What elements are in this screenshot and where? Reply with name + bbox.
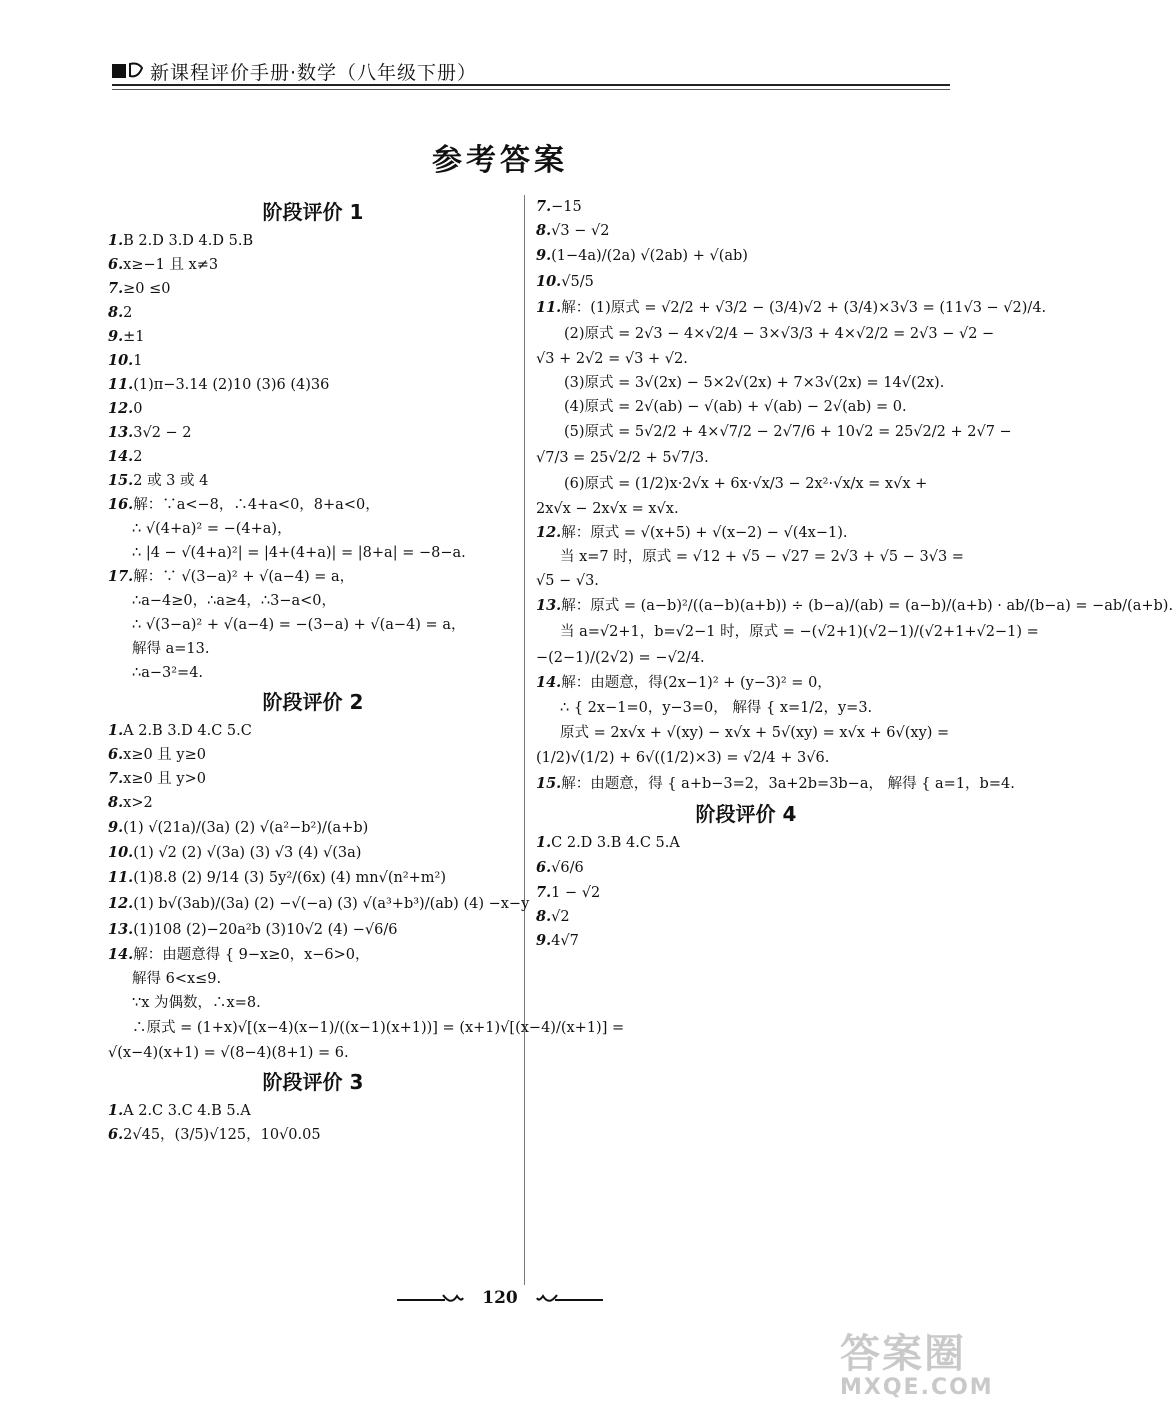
- question-number: 13.: [536, 597, 562, 614]
- answer-line: [536, 671, 956, 695]
- answer-line: [108, 373, 518, 397]
- right-column: [536, 195, 1173, 953]
- answer-line: [108, 277, 518, 301]
- answer-text: 解：(1)原式 = √2/2 + √3/2 − (3/4)√2 + (3/4)×3√3 = (11√3 − √2)/4.: [561, 300, 1047, 316]
- answer-line: [108, 661, 518, 685]
- answer-text: 解得 6<x≤9.: [132, 971, 222, 987]
- question-number: 10.: [536, 273, 562, 290]
- answer-text: 1 − √2: [551, 885, 601, 901]
- answer-line: [536, 645, 956, 671]
- answer-line: [536, 881, 956, 905]
- question-number: 11.: [108, 376, 134, 393]
- answer-line: [108, 349, 518, 373]
- answer-text: √6/6: [551, 860, 584, 876]
- answer-text: 解：原式 = (a−b)²/((a−b)(a+b)) ÷ (b−a)/(ab) = (a−b)/(a+b) · ab/(b−a) = −ab/(a+b).: [561, 598, 1173, 614]
- answer-line: [108, 1123, 518, 1147]
- column-divider: [524, 195, 525, 1285]
- answer-line: [536, 269, 956, 295]
- answer-line: [536, 347, 956, 371]
- question-number: 6.: [108, 256, 124, 273]
- answer-line: [108, 891, 530, 917]
- question-number: 7.: [108, 280, 124, 297]
- answer-text: (1) √2 (2) √(3a) (3) √3 (4) √(3a): [133, 845, 362, 861]
- section-heading: 阶段评价 1: [262, 200, 364, 224]
- answer-line: [536, 771, 1015, 797]
- answer-line: [536, 545, 964, 569]
- answer-line: [536, 831, 956, 855]
- answer-line: [108, 325, 518, 349]
- answer-text: 解得 a=13.: [132, 641, 210, 657]
- answer-text: ∴ √(3−a)² + √(a−4) = −(3−a) + √(a−4) = a，: [132, 617, 466, 633]
- answer-text: 2: [123, 305, 133, 321]
- answer-line: [536, 855, 956, 881]
- answer-line: [108, 613, 518, 637]
- answer-text: (4)原式 = 2√(ab) − √(ab) + √(ab) − 2√(ab) = 0.: [564, 399, 907, 415]
- answer-text: ∴原式 = (1+x)√[(x−4)(x−1)/((x−1)(x+1))] = (x+1)√[(x−4)/(x+1)] =: [132, 1020, 625, 1036]
- answer-text: √5/5: [561, 274, 594, 290]
- question-number: 6.: [536, 859, 552, 876]
- answer-line: [108, 865, 518, 891]
- answer-text: ≥0 ≤0: [123, 281, 171, 297]
- answer-text: −15: [551, 199, 582, 215]
- question-number: 9.: [536, 247, 552, 264]
- question-number: 9.: [108, 819, 124, 836]
- answer-text: 0: [133, 401, 143, 417]
- answer-line: [108, 967, 518, 991]
- answer-line: [536, 745, 956, 771]
- question-number: 14.: [108, 946, 134, 963]
- answer-line: [108, 1099, 518, 1123]
- answer-text: 4√7: [551, 933, 579, 949]
- answer-line: [536, 243, 956, 269]
- answer-line: [536, 929, 956, 953]
- answer-line: [108, 791, 518, 815]
- answer-text: 原式 = 2x√x + √(xy) − x√x + 5√(xy) = x√x + 6√(xy) =: [560, 725, 950, 741]
- watermark-logo: [840, 1322, 994, 1408]
- answer-line: [108, 445, 518, 469]
- question-number: 16.: [108, 496, 134, 513]
- question-number: 13.: [108, 424, 134, 441]
- answer-text: 解：由题意得 { 9−x≥0，x−6>0，: [133, 947, 370, 963]
- question-number: 12.: [108, 895, 134, 912]
- answer-text: 解：∵a<−8，∴4+a<0，8+a<0，: [133, 497, 380, 513]
- answer-line: [108, 469, 518, 493]
- question-number: 8.: [108, 794, 124, 811]
- answer-text: ±1: [123, 329, 145, 345]
- answer-text: √3 − √2: [551, 223, 610, 239]
- answer-text: √2: [551, 909, 570, 925]
- answer-text: −(2−1)/(2√2) = −√2/4.: [536, 650, 705, 666]
- answer-text: 2: [133, 449, 143, 465]
- answer-line: [108, 517, 518, 541]
- question-number: 9.: [536, 932, 552, 949]
- answer-line: [108, 397, 518, 421]
- answer-line: [536, 295, 1047, 321]
- question-number: 1.: [536, 834, 552, 851]
- answer-text: ∴a−3²=4.: [132, 665, 204, 681]
- answer-text: 解：原式 = √(x+5) + √(x−2) − √(4x−1).: [561, 525, 848, 541]
- answer-line: [108, 767, 518, 791]
- question-number: 11.: [108, 869, 134, 886]
- answer-text: B 2.D 3.D 4.D 5.B: [123, 233, 254, 249]
- answer-text: (6)原式 = (1/2)x·2√x + 6x·√x/3 − 2x²·√x/x = x√x +: [564, 476, 928, 492]
- answer-line: [536, 419, 1012, 445]
- answer-text: 2x√x − 2x√x = x√x.: [536, 501, 679, 517]
- answer-text: x≥0 且 y≥0: [123, 747, 206, 763]
- header-rule-thin: [112, 89, 950, 90]
- question-number: 14.: [536, 674, 562, 691]
- watermark-text: 答案圈: [840, 1331, 966, 1377]
- section-heading: 阶段评价 2: [262, 690, 364, 714]
- question-number: 10.: [108, 352, 134, 369]
- answer-line: [108, 493, 518, 517]
- answer-line: [536, 593, 1173, 619]
- answer-text: (1) b√(3ab)/(3a) (2) −√(−a) (3) √(a³+b³)/(ab) (4) −x−y: [133, 896, 530, 912]
- question-number: 13.: [108, 921, 134, 938]
- answer-line: [108, 541, 518, 565]
- section-heading: 阶段评价 4: [695, 802, 797, 826]
- answer-line: [536, 721, 956, 745]
- answer-text: 2 或 3 或 4: [133, 473, 209, 489]
- answer-text: (3)原式 = 3√(2x) − 5×2√(2x) + 7×3√(2x) = 14√(2x).: [564, 375, 945, 391]
- answer-text: 当 a=√2+1，b=√2−1 时，原式 = −(√2+1)(√2−1)/(√2+1+√2−1) =: [560, 624, 1039, 640]
- answer-text: √7/3 = 25√2/2 + 5√7/3.: [536, 450, 709, 466]
- answer-line: [536, 569, 956, 593]
- answer-text: (5)原式 = 5√2/2 + 4×√7/2 − 2√7/6 + 10√2 = 25√2/2 + 2√7 −: [564, 424, 1012, 440]
- answer-line: [108, 301, 518, 325]
- answer-text: 当 x=7 时，原式 = √12 + √5 − √27 = 2√3 + √5 − 3√3 =: [560, 549, 964, 565]
- section-heading: 阶段评价 3: [262, 1070, 364, 1094]
- question-number: 6.: [108, 1126, 124, 1143]
- question-number: 11.: [536, 299, 562, 316]
- answer-text: ∴a−4≥0，∴a≥4，∴3−a<0，: [132, 593, 336, 609]
- question-number: 12.: [536, 524, 562, 541]
- answer-line: [536, 521, 956, 545]
- answer-text: (1)8.8 (2) 9/14 (3) 5y²/(6x) (4) mn√(n²+m²): [133, 870, 447, 886]
- answer-line: [108, 917, 518, 943]
- question-number: 7.: [536, 884, 552, 901]
- answer-line: [108, 589, 518, 613]
- answer-text: ∵x 为偶数，∴x=8.: [132, 995, 261, 1011]
- question-number: 15.: [108, 472, 134, 489]
- answer-text: x≥−1 且 x≠3: [123, 257, 219, 273]
- question-number: 6.: [108, 746, 124, 763]
- answer-text: (1) √(21a)/(3a) (2) √(a²−b²)/(a+b): [123, 820, 369, 836]
- question-number: 15.: [536, 775, 562, 792]
- answer-line: [536, 619, 1039, 645]
- answer-line: [536, 497, 956, 521]
- answer-text: ∴ |4 − √(4+a)²| = |4+(4+a)| = |8+a| = −8−a.: [132, 545, 466, 561]
- page-number: 120: [482, 1288, 518, 1308]
- answer-text: ∴ √(4+a)² = −(4+a)，: [132, 521, 292, 537]
- answer-text: √(x−4)(x+1) = √(8−4)(8+1) = 6.: [108, 1045, 349, 1061]
- answer-text: (1−4a)/(2a) √(2ab) + √(ab): [551, 248, 748, 264]
- answer-text: 解：∵ √(3−a)² + √(a−4) = a，: [133, 569, 355, 585]
- answer-text: (2)原式 = 2√3 − 4×√2/4 − 3×√3/3 + 4×√2/2 = 2√3 − √2 −: [564, 326, 995, 342]
- question-number: 1.: [108, 722, 124, 739]
- answer-line: [536, 695, 956, 721]
- question-number: 8.: [536, 908, 552, 925]
- page-footer: [0, 1288, 1000, 1308]
- answer-text: (1)π−3.14 (2)10 (3)6 (4)36: [133, 377, 330, 393]
- answer-text: x>2: [123, 795, 153, 811]
- answer-text: (1)108 (2)−20a²b (3)10√2 (4) −√6/6: [133, 922, 398, 938]
- answer-line: [536, 371, 956, 395]
- question-number: 8.: [536, 222, 552, 239]
- answer-line: [108, 841, 518, 865]
- answer-text: (1/2)√(1/2) + 6√((1/2)×3) = √2/4 + 3√6.: [536, 750, 830, 766]
- answer-text: A 2.B 3.D 4.C 5.C: [123, 723, 252, 739]
- answer-line: [108, 1015, 625, 1041]
- question-number: 8.: [108, 304, 124, 321]
- answer-line: [108, 1041, 518, 1065]
- header-rule: [112, 84, 950, 86]
- answer-text: √3 + 2√2 = √3 + √2.: [536, 351, 688, 367]
- answer-line: [536, 471, 956, 497]
- answer-text: 解：由题意，得 { a+b−3=2，3a+2b=3b−a， 解得 { a=1，b=4.: [561, 776, 1015, 792]
- answer-text: ∴ { 2x−1=0，y−3=0， 解得 { x=1/2，y=3.: [560, 700, 873, 716]
- answer-text: 3√2 − 2: [133, 425, 192, 441]
- ornament-right-icon: [535, 1292, 605, 1306]
- page-title: 参考答案: [432, 143, 568, 178]
- watermark-domain: MXQE.COM: [840, 1375, 994, 1400]
- question-number: 7.: [536, 198, 552, 215]
- answer-text: C 2.D 3.B 4.C 5.A: [551, 835, 680, 851]
- question-number: 9.: [108, 328, 124, 345]
- answer-line: [108, 815, 518, 841]
- answer-line: [108, 743, 518, 767]
- answer-line: [108, 637, 518, 661]
- answer-line: [108, 719, 518, 743]
- book-logo-icon: [112, 60, 146, 80]
- question-number: 1.: [108, 232, 124, 249]
- answer-line: [108, 943, 518, 967]
- answer-line: [536, 195, 956, 219]
- answer-text: 解：由题意，得(2x−1)² + (y−3)² = 0，: [561, 675, 832, 691]
- answer-line: [108, 991, 518, 1015]
- answer-line: [536, 445, 956, 471]
- answer-line: [536, 321, 995, 347]
- answer-text: 1: [133, 353, 143, 369]
- answer-line: [536, 395, 956, 419]
- answer-text: 2√45，(3/5)√125，10√0.05: [123, 1127, 321, 1143]
- question-number: 17.: [108, 568, 134, 585]
- answer-text: A 2.C 3.C 4.B 5.A: [123, 1103, 251, 1119]
- answer-line: [108, 253, 518, 277]
- header-title: 新课程评价手册·数学（八年级下册）: [150, 62, 478, 84]
- answer-text: √5 − √3.: [536, 573, 599, 589]
- answer-line: [108, 229, 518, 253]
- question-number: 1.: [108, 1102, 124, 1119]
- answer-line: [108, 421, 518, 445]
- answer-line: [536, 905, 956, 929]
- page-header: [112, 58, 950, 84]
- question-number: 7.: [108, 770, 124, 787]
- question-number: 14.: [108, 448, 134, 465]
- question-number: 10.: [108, 844, 134, 861]
- answer-text: x≥0 且 y>0: [123, 771, 206, 787]
- question-number: 12.: [108, 400, 134, 417]
- answer-line: [536, 219, 956, 243]
- ornament-left-icon: [395, 1292, 465, 1306]
- answer-line: [108, 565, 518, 589]
